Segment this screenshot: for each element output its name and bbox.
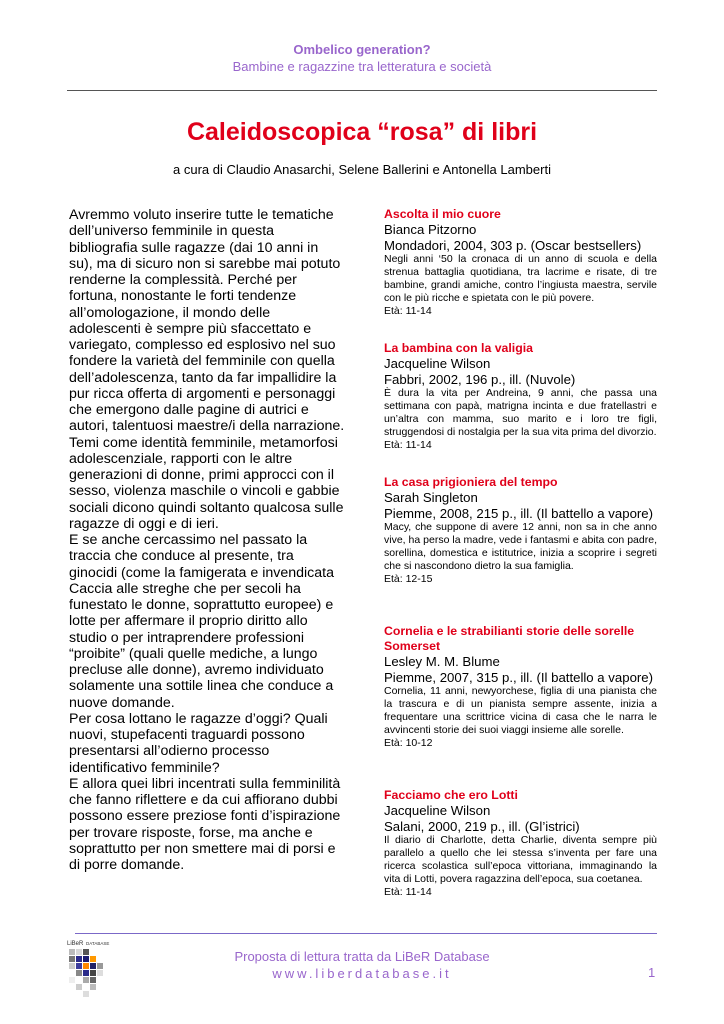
book-author: Bianca Pitzorno — [384, 222, 477, 237]
book-entry — [384, 207, 657, 341]
book-title: La casa prigioniera del tempo — [384, 475, 558, 489]
header-subtitle: Bambine e ragazzine tra letteratura e società — [232, 59, 492, 74]
intro-paragraph: Avremmo voluto inserire tutte le tematiche dell’universo femminile in questa bibliografia sulle ragazze (dai 10 anni in su), ma di sicuro non si sarebbe mai potuto renderne la complessità. Perché per fortuna, nonostante le forti tendenze all’omologazione, il mondo delle adolescenti è sempre più sfaccettato e variegato, complesso ed esplosivo nel suo fondere la varietà del femminile con quella dell’adolescenza, tanto da far impallidire la pur ricca offerta di argomenti e personaggi che emergono dalle pagine di autrici e autori, talentuosi maestre/i della narrazione. Temi come identità femminile, metamorfosi adolescenziale, rapporti con le altre generazioni di donne, primi approcci con il sesso, violenza maschile o vincoli e gabbie sociali dicono quindi soltanto qualcosa sulle ragazze di oggi e di ieri. — [69, 207, 345, 532]
intro-paragraph: E se anche cercassimo nel passato la traccia che conduce al presente, tra ginocidi (come la famigerata e invendicata Caccia alle streghe che per secoli ha funestato le donne, soprattutto europee) e lotte per affermare il proprio diritto allo studio o per intraprendere professioni “proibite” (quali quelle mediche, a lungo precluse alle donne), avremo individuato solamente una sottile linea che conduce a nuove domande. — [69, 532, 334, 711]
book-author: Lesley M. M. Blume — [384, 654, 500, 669]
book-entry — [384, 788, 657, 899]
header-series-title: Ombelico generation? — [293, 42, 431, 57]
book-description: Negli anni ‘50 la cronaca di un anno di scuola e della strenua battaglia quotidiana, tra lacrime e risate, di tre bambine, grandi amiche, contro l’ingiusta maestra, servile con le più ricche e spietata con le più povere. — [384, 253, 657, 305]
book-description: È dura la vita per Andreina, 9 anni, che passa una settimana con papà, matrigna incinta e due fratellastri e un’altra con mamma, suo marito e i loro tre figli, struggendosi di nostalgia per la sua vita prima del divorzio. — [384, 387, 657, 439]
svg-text:LiBeR: LiBeR — [67, 941, 84, 947]
footer-source: Proposta di lettura tratta da LiBeR Database — [234, 949, 490, 964]
book-publisher: Piemme, 2008, 215 p., ill. (Il battello a vapore) — [384, 505, 654, 521]
book-entry — [384, 475, 657, 624]
book-author: Jacqueline Wilson — [384, 356, 491, 371]
page-footer — [0, 948, 724, 982]
book-author: Sarah Singleton — [384, 490, 478, 505]
book-age-range: Età: 11-14 — [384, 886, 432, 899]
book-age-range: Età: 11-14 — [384, 305, 432, 318]
header-divider — [67, 90, 657, 91]
authors-line: a cura di Claudio Anasarchi, Selene Ballerini e Antonella Lamberti — [173, 162, 551, 177]
book-publisher: Salani, 2000, 219 p., ill. (Gl’istrici) — [384, 818, 580, 834]
book-description: Macy, che suppone di avere 12 anni, non sa in che anno vive, ha perso la madre, vede i fantasmi e abita con padre, sorellina, domestica e istitutrice, inizia a scoprire i segreti che si nascondono dietro la sua famiglia. — [384, 521, 657, 573]
footer-url-link[interactable]: www.liberdatabase.it — [272, 966, 452, 981]
page-title: Caleidoscopica “rosa” di libri — [186, 118, 538, 146]
book-publisher: Piemme, 2007, 315 p., ill. (Il battello a vapore) — [384, 669, 654, 685]
book-title: Cornelia e le strabilianti storie delle sorelle Somerset — [384, 624, 635, 653]
footer-divider — [75, 933, 657, 934]
book-entry — [384, 341, 657, 475]
book-title: Facciamo che ero Lotti — [384, 788, 518, 802]
page-number: 1 — [648, 965, 656, 980]
book-age-range: Età: 11-14 — [384, 439, 432, 452]
book-entry — [384, 624, 657, 788]
book-publisher: Mondadori, 2004, 303 p. (Oscar bestsellers) — [384, 237, 642, 253]
svg-text:DATABASE: DATABASE — [86, 941, 110, 946]
book-title: La bambina con la valigia — [384, 341, 533, 355]
book-publisher: Fabbri, 2002, 196 p., ill. (Nuvole) — [384, 371, 576, 387]
book-author: Jacqueline Wilson — [384, 803, 491, 818]
intro-text — [69, 207, 345, 873]
intro-paragraph: E allora quei libri incentrati sulla femminilità che fanno riflettere e da cui affiorano dubbi possono essere preziose fonti d’ispirazione per trovare risposte, forse, ma anche e soprattutto per non smettere mai di porsi e di porre domande. — [69, 775, 341, 873]
book-description: Cornelia, 11 anni, newyorchese, figlia di una pianista che la trascura e di un pianista sempre assente, inizia a frequentare una scrittrice vicina di casa che le narra le avvincenti storie dei suoi viaggi insieme alle sorelle. — [384, 685, 657, 737]
intro-paragraph: Per cosa lottano le ragazze d’oggi? Quali nuovi, stupefacenti traguardi possono presentarsi all’odierno processo identificativo femminile? — [69, 710, 328, 776]
book-age-range: Età: 10-12 — [384, 737, 433, 750]
book-description: Il diario di Charlotte, detta Charlie, diventa sempre più parallelo a quello che lei stessa s’inventa per fare una ricerca scolastica sull’epoca vittoriana, immaginando la vita di Lotti, povera ragazzina dell’epoca, sua coetanea. — [384, 834, 657, 886]
book-age-range: Età: 12-15 — [384, 573, 433, 586]
page-header — [0, 42, 724, 75]
book-title: Ascolta il mio cuore — [384, 207, 501, 221]
book-list — [384, 207, 657, 899]
